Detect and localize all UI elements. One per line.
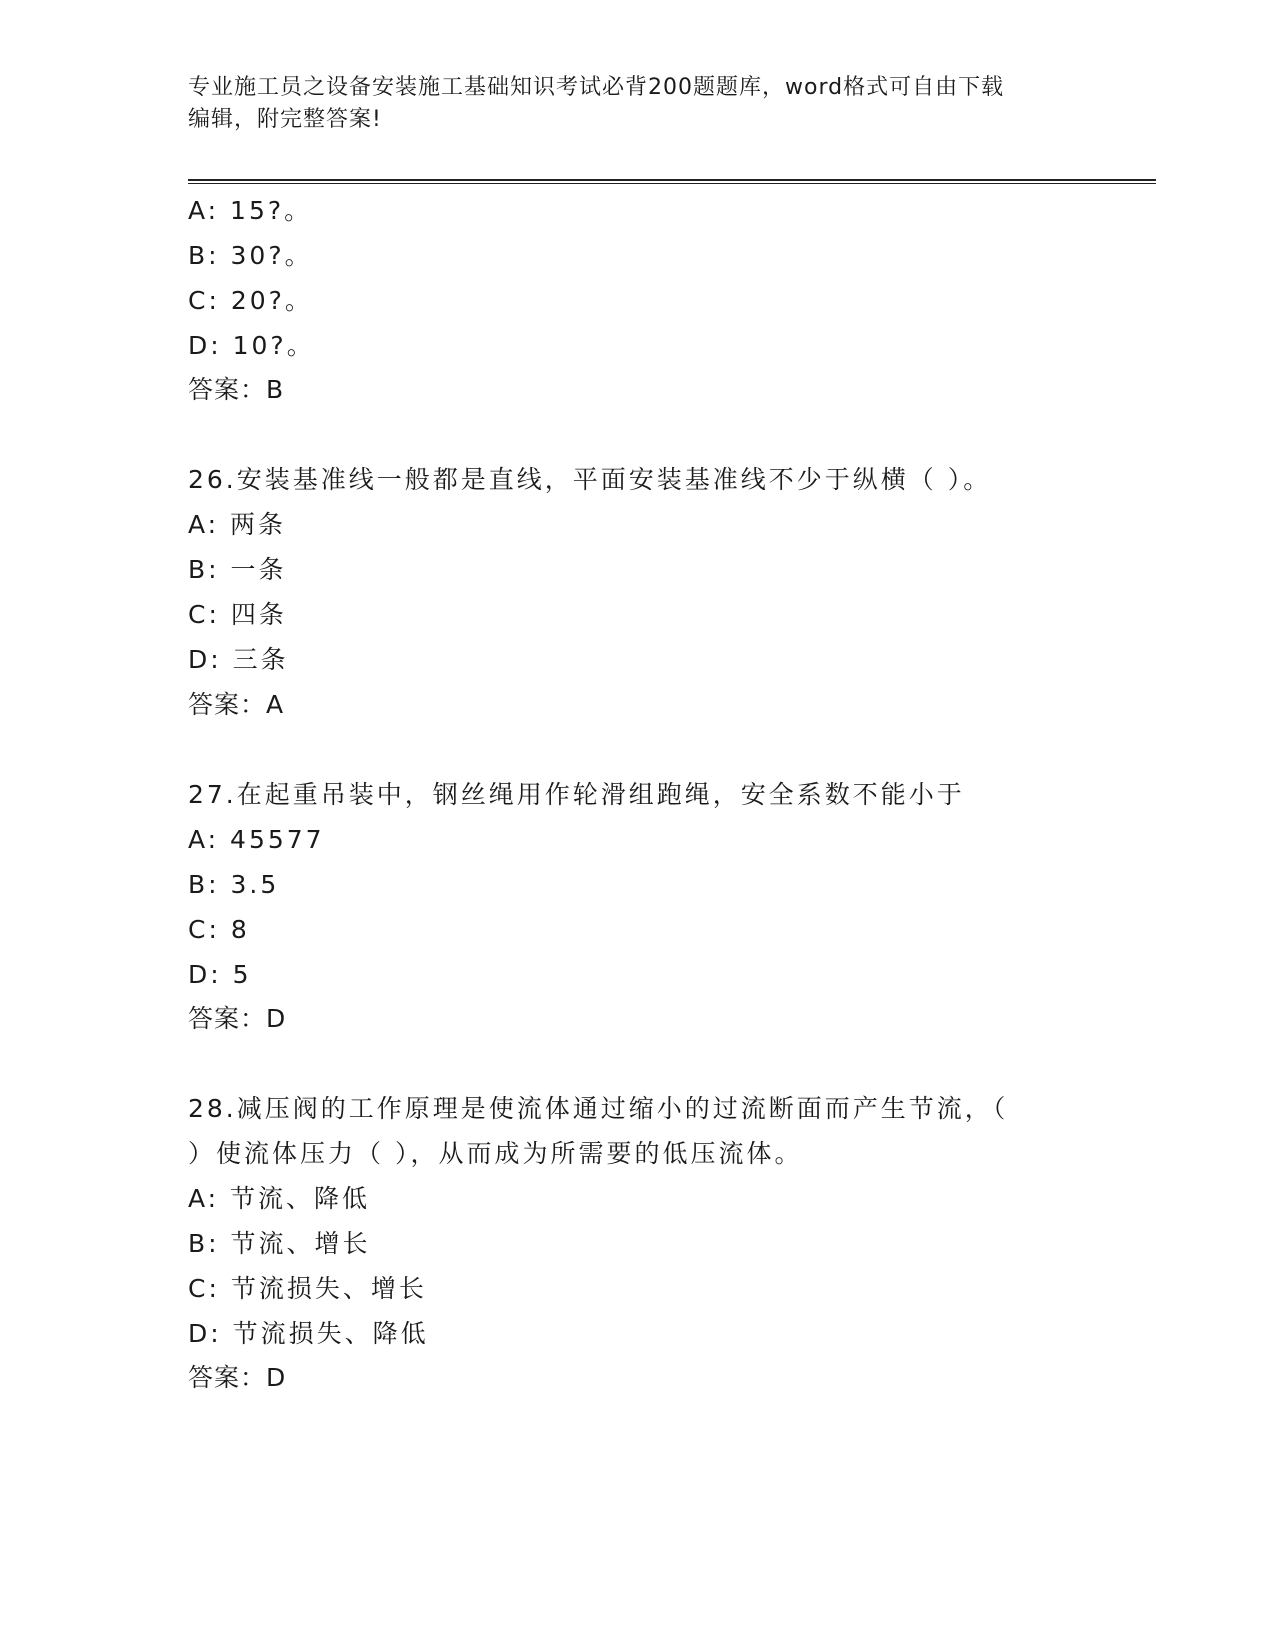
q26-option-c: C: 四条 [188,600,287,629]
q26-option-d: D: 三条 [188,645,289,674]
q25-option-a: A: 15?。 [188,196,313,225]
q25-option-c: C: 20?。 [188,286,313,315]
q25-option-d: D: 10?。 [188,331,315,360]
q28-question-line-1: 28.减压阀的工作原理是使流体通过缩小的过流断面而产生节流，（ [188,1094,1009,1123]
q26-option-a: A: 两条 [188,510,287,539]
header-divider [188,179,1156,184]
q25-answer: 答案：B [188,375,285,404]
q28-option-a: A: 节流、降低 [188,1184,371,1213]
q25-option-b: B: 30?。 [188,241,313,270]
q27-answer: 答案：D [188,1004,287,1033]
q27-question: 27.在起重吊装中，钢丝绳用作轮滑组跑绳，安全系数不能小于 [188,780,965,809]
q27-option-b: B: 3.5 [188,870,280,899]
q27-option-c: C: 8 [188,915,250,944]
q26-question: 26.安装基准线一般都是直线，平面安装基准线不少于纵横（ ）。 [188,465,992,494]
q28-answer: 答案：D [188,1363,287,1392]
q28-question-line-2: ）使流体压力（ ），从而成为所需要的低压流体。 [188,1139,803,1168]
q26-option-b: B: 一条 [188,555,287,584]
q28-option-d: D: 节流损失、降低 [188,1319,429,1348]
q26-answer: 答案：A [188,690,285,719]
header-title-line-2: 编辑，附完整答案! [188,107,382,132]
document-header [188,72,1068,136]
header-title-line-1: 专业施工员之设备安装施工基础知识考试必背200题题库，word格式可自由下载 [188,75,1005,100]
q27-option-a: A: 45577 [188,825,325,854]
q28-option-b: B: 节流、增长 [188,1229,371,1258]
q27-option-d: D: 5 [188,960,252,989]
q28-option-c: C: 节流损失、增长 [188,1274,427,1303]
